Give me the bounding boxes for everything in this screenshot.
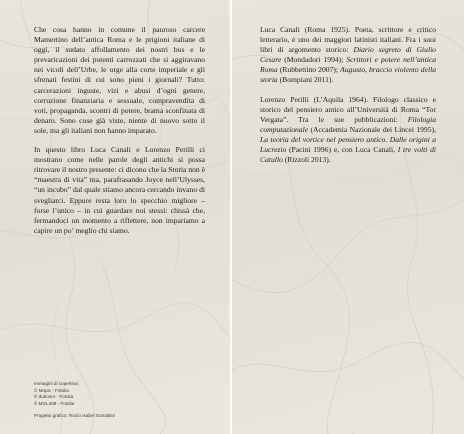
credit-line-1: © Mopic - Fotolia [34,387,69,393]
author-bios [260,25,436,165]
credits-heading: Immagini di copertina: [34,381,79,386]
bio-canali-intro: Luca Canali (Roma 1925). Poeta, scrittore e critico letterario, è uno dei maggiori latinisti italiani. Fra i suoi libri di argomento storico: [260,25,436,55]
bio-text: (Rubbettino 2007); [277,65,341,75]
synopsis-paragraph-1: Che cosa hanno in comune il pauroso carcere Mamertino dell’antica Roma e le prigioni italiane di oggi, il sudato affollamento dei nostri bus e le prevaricazioni dei potenti carrozzati che si aggiravano nei vicoli dell’Urbe, le orge alla corte imperiale e gli sfrenati festini di cui sono pieni i giornali? Tutto: carcerazioni inguste, vizi e abusi d’ogni genere, corruzione finanziaria e sessuale, compravendita di voti, propaganda, scontri di potere, brama sconfinata di denaro. Sono cose già viste, niente di nuovo sotto il sole, ma gli italiani non hanno imparato. [34,25,205,135]
bio-text: (Rizzoli 2013). [282,155,331,165]
bio-text: (Accademia Nazionale dei Lincei 1995), [308,124,436,134]
book-title: Scrittori e potere nell’antica Roma [260,55,436,75]
bio-luca-canali [260,25,436,86]
right-flap [232,0,464,434]
bio-perilli-intro: Lorenzo Perilli (L’Aquila 1964). Filologo classico e storico del pensiero antico all’Università di Roma “Tor Vergata”. Tra le sue pubblicazioni: [260,94,436,124]
bio-lorenzo-perilli [260,95,436,166]
credit-line-2: © dubosor - Fotolia [34,394,74,400]
book-title: Diario segreto di Giulio Cesare [260,45,436,65]
graphic-design-credit: Progetto grafico: Rocío Isabel González [34,413,116,419]
book-title: Filologia computazionale [260,114,436,134]
synopsis-paragraph-2: In questo libro Luca Canali e Lorenzo Perilli ci mostrano come nelle parole degli antichi si possa ritrovare il nostro presente: ci dicono che la Storia non è “maestra di vita” ma, parafrasando Joyce nell’Ulysses, “un incubo” dal quale stiamo ancora cercando invano di svegliarci. Eppure resta loro lo specchio migliore – forse l’unico – in cui guardare noi stessi: chissà che, fermandoci un momento a riflettere, non impariamo a capire un po’ meglio chi siamo. [34,145,205,235]
book-title: Augusto, braccio violento della storia [260,65,436,85]
credit-line-3: © MGL408 - Fotolia [34,400,75,406]
book-title: I tre volti di Catullo [260,145,436,165]
bio-text: (Bompiani 2011). [277,75,334,85]
bio-text: (Mondadori 1994); [281,55,347,65]
cover-credits [34,381,204,420]
bio-text: (Pacini 1996) e, con Luca Canali, [286,145,398,155]
book-title: La teoria del vortice nel pensiero antico. Dalle origini a Lucrezio [260,134,436,155]
synopsis-text [34,25,205,236]
